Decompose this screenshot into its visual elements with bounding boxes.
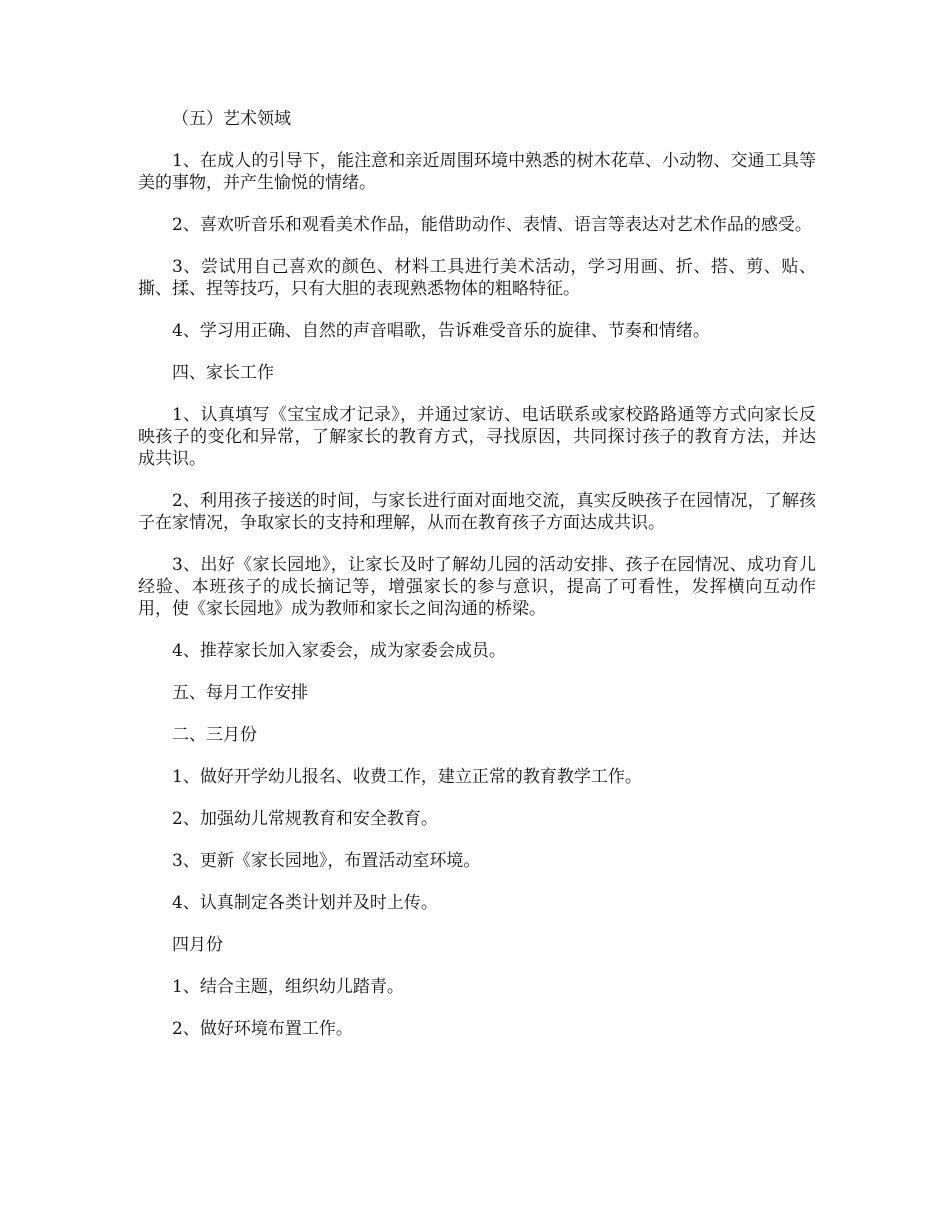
april-item-1: 1、结合主题，组织幼儿踏青。 <box>172 977 404 997</box>
parent-work-item-2: 2、利用孩子接送的时间，与家长进行面对面地交流，真实反映孩子在园情况，了解孩子在家情况，争取家长的支持和理解，从而在教育孩子方面达成共识。 <box>138 491 816 533</box>
april-item-2: 2、做好环境布置工作。 <box>172 1019 353 1039</box>
subheading-april: 四月份 <box>172 935 223 955</box>
art-item-1: 1、在成人的引导下，能注意和亲近周围环境中熟悉的树木花草、小动物、交通工具等美的事物，并产生愉悦的情绪。 <box>138 151 816 193</box>
section-heading-art-domain: （五）艺术领域 <box>172 109 291 129</box>
section-heading-parent-work: 四、家长工作 <box>172 363 274 383</box>
feb-mar-item-4: 4、认真制定各类计划并及时上传。 <box>172 893 438 913</box>
art-item-3: 3、尝试用自己喜欢的颜色、材料工具进行美术活动，学习用画、折、搭、剪、贴、撕、揉、捏等技巧，只有大胆的表现熟悉物体的粗略特征。 <box>138 257 816 299</box>
feb-mar-item-1: 1、做好开学幼儿报名、收费工作，建立正常的教育教学工作。 <box>172 767 642 787</box>
feb-mar-item-3: 3、更新《家长园地》，布置活动室环境。 <box>172 851 481 871</box>
section-heading-monthly-plan: 五、每月工作安排 <box>172 683 308 703</box>
subheading-feb-mar: 二、三月份 <box>172 725 257 745</box>
parent-work-item-1: 1、认真填写《宝宝成才记录》，并通过家访、电话联系或家校路路通等方式向家长反映孩子的变化和异常，了解家长的教育方式，寻找原因，共同探讨孩子的教育方法，并达成共识。 <box>138 405 816 469</box>
parent-work-item-3: 3、出好《家长园地》，让家长及时了解幼儿园的活动安排、孩子在园情况、成功育儿经验、本班孩子的成长摘记等，增强家长的参与意识，提高了可看性，发挥横向互动作用，使《家长园地》成为教师和家长之间沟通的桥梁。 <box>138 555 816 619</box>
feb-mar-item-2: 2、加强幼儿常规教育和安全教育。 <box>172 809 438 829</box>
art-item-4: 4、学习用正确、自然的声音唱歌，告诉难受音乐的旋律、节奏和情绪。 <box>172 321 710 341</box>
art-item-2: 2、喜欢听音乐和观看美术作品，能借助动作、表情、语言等表达对艺术作品的感受。 <box>172 215 812 235</box>
parent-work-item-4: 4、推荐家长加入家委会，成为家委会成员。 <box>172 641 506 661</box>
